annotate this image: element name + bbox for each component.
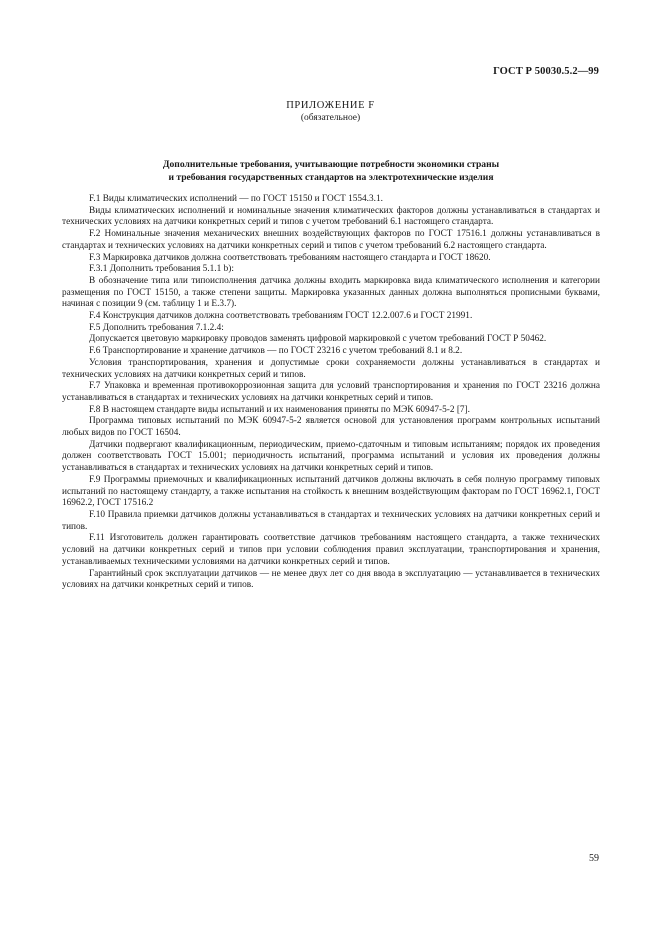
paragraph-f11: F.11 Изготовитель должен гарантировать соответствие датчиков требованиям настоящего стандарта, а также технических условий на датчики конкретных серий и типов при условии соблюдения правил эксплуатации, транспортирования и хранения, устанавливаемых техническими условиями на датчики конкретных серий и типов. [62, 533, 600, 567]
page-number: 59 [589, 853, 599, 864]
paragraph-f3: F.3 Маркировка датчиков должна соответствовать требованиям настоящего стандарта и ГОСТ 18620. [89, 252, 491, 263]
paragraph: Гарантийный срок эксплуатации датчиков — не менее двух лет со дня ввода в эксплуатацию — устанавливается в технических условиях на датчики конкретных серий и типов. [62, 568, 600, 591]
section-title [80, 158, 582, 184]
paragraph-f9: F.9 Программы приемочных и квалификационных испытаний датчиков должны включать в себя полную программу типовых испытаний по настоящему стандарту, а также испытания на стойкость к внешним воздействующим факторам по ГОСТ 16962.1, ГОСТ 16962.2, ГОСТ 17516.2 [62, 474, 600, 509]
appendix-title: ПРИЛОЖЕНИЕ F [286, 100, 375, 111]
paragraph-f10: F.10 Правила приемки датчиков должны устанавливаться в стандартах и технических условиях на датчики конкретных серий и типов. [62, 509, 600, 532]
paragraph: Программа типовых испытаний по МЭК 60947-5-2 является основой для установления программ контрольных испытаний любых видов по ГОСТ 16504. [62, 416, 600, 439]
paragraph-f4: F.4 Конструкция датчиков должна соответствовать требованиям ГОСТ 12.2.007.6 и ГОСТ 21991. [89, 311, 473, 322]
paragraph: Датчики подвергают квалификационным, периодическим, приемо-сдаточным и типовым испытаниям; порядок их проведения должен соответствовать ГОСТ 15.001; периодичность испытаний, программа испытаний и условия их проведения должны устанавливаться в стандартах и технических условиях на датчики конкретных серий и типов. [62, 439, 600, 474]
paragraph: Виды климатических исполнений и номинальные значения климатических факторов должны устанавливаться в стандартах и технических условиях на датчики конкретных серий и типов с учетом требований 6.1 настоящего стандарта. [62, 205, 600, 228]
paragraph-f8: F.8 В настоящем стандарте виды испытаний и их наименования приняты по МЭК 60947-5-2 [7]. [89, 404, 470, 415]
document-code: ГОСТ Р 50030.5.2—99 [493, 66, 599, 77]
section-title-line-1: Дополнительные требования, учитывающие потребности экономики страны [162, 159, 500, 170]
paragraph-f2: F.2 Номинальные значения механических внешних воздействующих факторов по ГОСТ 17516.1 должны устанавливаться в стандартах и технических условиях на датчики конкретных серий и типов с учетом требований 6.2 настоящего стандарта. [62, 229, 600, 251]
paragraph-f7: F.7 Упаковка и временная противокоррозионная защита для условий транспортирования и хранения по ГОСТ 23216 должна устанавливаться в стандартах и технических условиях на датчики конкретных серий и типов. [62, 381, 600, 403]
paragraph-f3-1: F.3.1 Дополнить требования 5.1.1 b): [89, 264, 234, 275]
paragraph-f6: F.6 Транспортирование и хранение датчиков — по ГОСТ 23216 с учетом требований 8.1 и 8.2. [89, 346, 463, 357]
paragraph-f1: F.1 Виды климатических исполнений — по ГОСТ 15150 и ГОСТ 1554.3.1. [89, 194, 383, 204]
appendix-heading [0, 99, 661, 124]
paragraph-f5: F.5 Дополнить требования 7.1.2.4: [89, 322, 224, 333]
paragraph: Условия транспортирования, хранения и допустимые сроки сохраняемости должны устанавливаться в стандартах и технических условиях на датчики конкретных серий и типов. [62, 357, 600, 380]
section-title-line-2: и требования государственных стандартов на электротехнические изделия [168, 172, 494, 183]
document-body [62, 194, 600, 592]
paragraph: Допускается цветовую маркировку проводов заменять цифровой маркировкой с учетом требований ГОСТ Р 50462. [89, 334, 547, 345]
paragraph: В обозначение типа или типоисполнения датчика должны входить маркировка вида климатического исполнения и категории размещения по ГОСТ 15150, а также степени защиты. Маркировка указанных данных должна выполняться прописными буквами, начиная с позиции 9 (см. таблицу 1 и Е.3.7). [62, 275, 600, 310]
appendix-status: (обязательное) [300, 113, 361, 123]
